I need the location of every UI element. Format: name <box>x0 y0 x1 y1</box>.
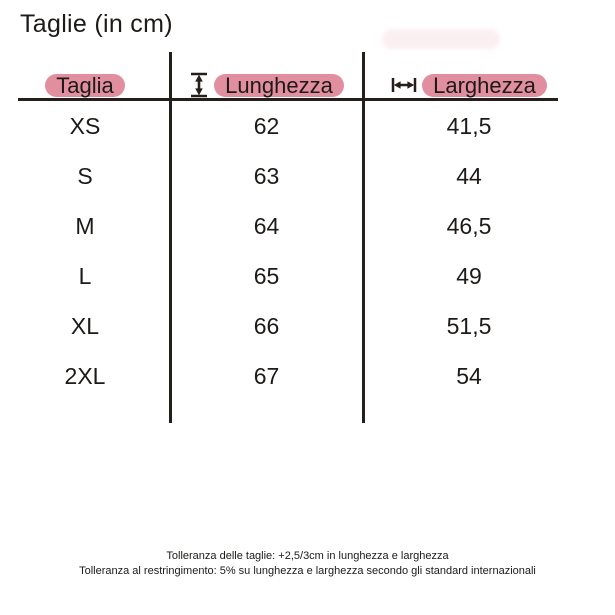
table-row-s <box>0 151 575 201</box>
cell-taglia: M <box>75 212 95 239</box>
cell-larghezza: 44 <box>456 162 482 189</box>
length-measure-icon <box>189 72 209 98</box>
cell-larghezza: 41,5 <box>446 112 492 139</box>
cell-taglia: L <box>78 262 92 289</box>
tolerance-line-1: Tolleranza delle taglie: +2,5/3cm in lunghezza e larghezza <box>166 550 449 562</box>
cell-larghezza: 54 <box>456 362 482 389</box>
table-row-l <box>0 251 575 301</box>
highlight-pill-taglia <box>45 74 124 97</box>
cell-larghezza: 49 <box>456 262 482 289</box>
header-label-larghezza: Larghezza <box>433 72 536 98</box>
header-label-lunghezza: Lunghezza <box>225 72 333 98</box>
table-row-xl <box>0 301 575 351</box>
table-row-m <box>0 201 575 251</box>
cell-lunghezza: 62 <box>253 112 280 139</box>
highlight-pill-lunghezza <box>214 74 344 97</box>
cell-larghezza: 46,5 <box>446 212 492 239</box>
cell-taglia: S <box>77 162 93 189</box>
tolerance-line-2: Tolleranza al restringimento: 5% su lunghezza e larghezza secondo gli standard internazionali <box>79 565 536 577</box>
cell-lunghezza: 64 <box>253 212 280 239</box>
highlight-pill-larghezza <box>422 74 547 97</box>
cell-lunghezza: 66 <box>253 312 280 339</box>
tolerance-notes <box>0 549 615 579</box>
table-body <box>0 101 575 401</box>
cell-larghezza: 51,5 <box>446 312 492 339</box>
cell-taglia: 2XL <box>64 362 106 389</box>
header-cell-taglia <box>0 71 170 99</box>
faded-highlight-smudge <box>382 29 500 49</box>
header-label-taglia: Taglia <box>56 72 114 98</box>
cell-taglia: XL <box>70 312 100 339</box>
cell-lunghezza: 65 <box>253 262 280 289</box>
table-row-xs <box>0 101 575 151</box>
cell-lunghezza: 67 <box>253 362 280 389</box>
width-measure-icon <box>391 76 417 94</box>
header-cell-lunghezza <box>170 71 363 99</box>
cell-lunghezza: 63 <box>253 162 280 189</box>
header-cell-larghezza <box>363 71 575 99</box>
table-header-row <box>0 71 575 99</box>
cell-taglia: XS <box>69 112 101 139</box>
page-title: Taglie (in cm) <box>20 10 173 38</box>
table-row-2xl <box>0 351 575 401</box>
